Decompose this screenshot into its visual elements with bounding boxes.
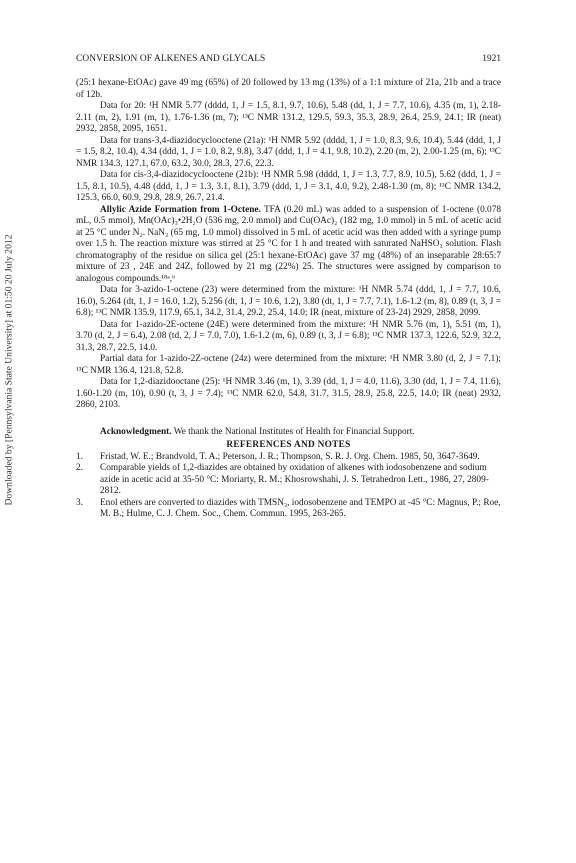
reference-item [76, 463, 501, 498]
paragraph-data-23: Data for 3-azido-1-octene (23) were determined from the mixture: ¹H NMR 5.74 (ddd, 1, J = 7.7, 10.6, 16.0), 5.264 (dt, 1, J = 16.0, 1.2), 5.256 (dt, 1, J = 10.6, 1.2), 3.80 (dt, 1, J = 7.7, 7.1), 1.6-1.2 (m, 8), 0.89 (t, 3, J = 6.8); ¹³C NMR 135.9, 117.9, 65.1, 34.2, 31.4, 29.2, 25.4, 14.0; IR (neat, mixture of 23-24) 2929, 2858, 2099. [76, 285, 501, 318]
reference-number: 3. [76, 497, 83, 508]
paragraph-continuation: (25:1 hexane-EtOAc) gave 49 mg (65%) of 20 followed by 13 mg (13%) of a 1:1 mixture of 21a, 21b and a trace of 12b. [76, 78, 501, 100]
paragraph-data-24e: Data for 1-azido-2E-octene (24E) were determined from the mixture: ¹H NMR 5.76 (m, 1), 5.51 (m, 1), 3.70 (d, 2, J = 6.4), 2.08 (td, 2, J = 7.0, 7.0), 1.6-1.2 (m, 6), 0.89 (t, 3, J = 6.8); ¹³C NMR 137.3, 122.6, 52.9, 32.2, 31.3, 28.7, 22.5, 14.0. [76, 319, 501, 353]
section-heading-allylic-azide: Allylic Azide Formation from 1-Octene. [100, 204, 261, 215]
paragraph-allylic-azide-text: TFA (0.20 mL) was added to a suspension of 1-octene (0.078 mL, 0.5 mmol), Mn(OAc)₃•2H₂O (536 mg, 2.0 mmol) and Cu(OAc)₂ (182 mg, 1.0 mmol) in 5 mL of acetic acid at 25 °C under N₂. NaN₃ (65 mg, 1.0 mmol) dissolved in 5 mL of acetic acid was then added with a syringe pump over 1.5 h. The reaction mixture was stirred at 25 °C for 1 h and treated with saturated NaHSO₃ solution. Flash chromatography of the residue on silica gel (25:1 hexane-EtOAc) gave 37 mg (48%) of an inseparable 28:65:7 mixture of 23 , 24E and 24Z, followed by 21 mg (22%) 25. The structures were assigned by comparison to analogous compounds.¹⁸ᵃ,ᵇ [76, 204, 501, 284]
acknowledgment [76, 427, 501, 439]
reference-text: Enol ethers are converted to diazides with TMSN₃, iodosobenzene and TEMPO at -45 °C: Magnus, P.; Roe, M. B.; Hulme, C. J. Chem. Soc., Chem. Commun. 1995, 263-265. [100, 497, 501, 519]
paragraph-allylic-azide [76, 205, 501, 286]
acknowledgment-text: We thank the National Institutes of Health for Financial Support. [171, 426, 415, 437]
acknowledgment-heading: Acknowledgment. [100, 426, 172, 437]
references-title: REFERENCES AND NOTES [226, 440, 351, 450]
reference-number: 2. [76, 463, 83, 473]
reference-text: Fristad, W. E.; Brandvold, T. A.; Peterson, J. R.; Thompson, S. R. J. Org. Chem. 1985, 50, 3647-3649. [100, 451, 480, 462]
paragraph-data-20: Data for 20: ¹H NMR 5.77 (dddd, 1, J = 1.5, 8.1, 9.7, 10.6), 5.48 (dd, 1, J = 7.7, 10.6), 4.35 (m, 1), 2.18-2.11 (m, 2), 1.91 (m, 1), 1.76-1.36 (m, 7); ¹³C NMR 131.2, 129.5, 59.3, 35.3, 28.9, 26.4, 25.9, 24.1; IR (neat) 2932, 2858, 2095, 1651. [76, 101, 501, 134]
reference-number: 1. [76, 451, 83, 462]
reference-item [76, 498, 501, 521]
paragraph-data-21b: Data for cis-3,4-diazidocyclooctene (21b): ¹H NMR 5.98 (dddd, 1, J = 1.3, 7.7, 8.9, 10.5), 5.62 (ddd, 1, J = 1.5, 8.1, 10.5), 4.48 (ddd, 1, J = 1.3, 3.1, 8.1), 3.79 (ddd, 1, J = 3.1, 4.0, 9.2), 2.48-1.30 (m, 8); ¹³C NMR 134.2, 125.3, 66.0, 60.9, 29.8, 28.9, 26.7, 21.4. [76, 170, 501, 203]
page-number: 1921 [482, 54, 501, 64]
download-watermark [2, 110, 16, 630]
paragraph-data-25: Data for 1,2-diazidooctane (25): ¹H NMR 3.46 (m, 1), 3.39 (dd, 1, J = 4.0, 11.6), 3.30 (dd, 1, J = 7.4, 11.6), 1.60-1.20 (m, 10), 0.90 (t, 3, J = 7.4); ¹³C NMR 62.0, 54.8, 31.7, 31.5, 28.9, 25.8, 22.5, 14.0; IR (neat) 2932, 2860, 2103. [76, 377, 501, 410]
running-title: CONVERSION OF ALKENES AND GLYCALS [76, 54, 266, 64]
paragraph-data-24z: Partial data for 1-azido-2Z-octene (24z) were determined from the mixture: ¹H NMR 3.80 (d, 2, J = 7.1); ¹³C NMR 136.4, 121.8, 52.8. [76, 354, 501, 376]
paragraph-data-21a: Data for trans-3,4-diazidocyclooctene (21a): ¹H NMR 5.92 (dddd, 1, J = 1.0, 8.3, 9.6, 10.4), 5.44 (ddd, 1, J = 1.5, 8.2, 10.4), 4.34 (ddd, 1, J = 1.0, 8.2, 9.8), 3.47 (ddd, 1, J = 4.1, 9.8, 10.2), 2.20 (m, 2), 2.00-1.25 (m, 6); ¹³C NMR 134.3, 127.1, 67.0, 63.2, 30.0, 28.3, 27.6, 22.3. [76, 135, 501, 169]
reference-text: Comparable yields of 1,2-diazides are obtained by oxidation of alkenes with iodosobenzene and sodium azide in acetic acid at 35-50 °C: Moriarty, R. M.; Khosrowshahi, J. S. Tetrahedron Lett., 1986, 27, 2809-2812. [100, 463, 489, 496]
reference-item [76, 452, 501, 464]
download-watermark-text: Downloaded by [Pennsylvania State University] at 01:50 20 July 2012 [3, 234, 15, 506]
article-body [76, 78, 501, 521]
running-header [76, 54, 501, 68]
